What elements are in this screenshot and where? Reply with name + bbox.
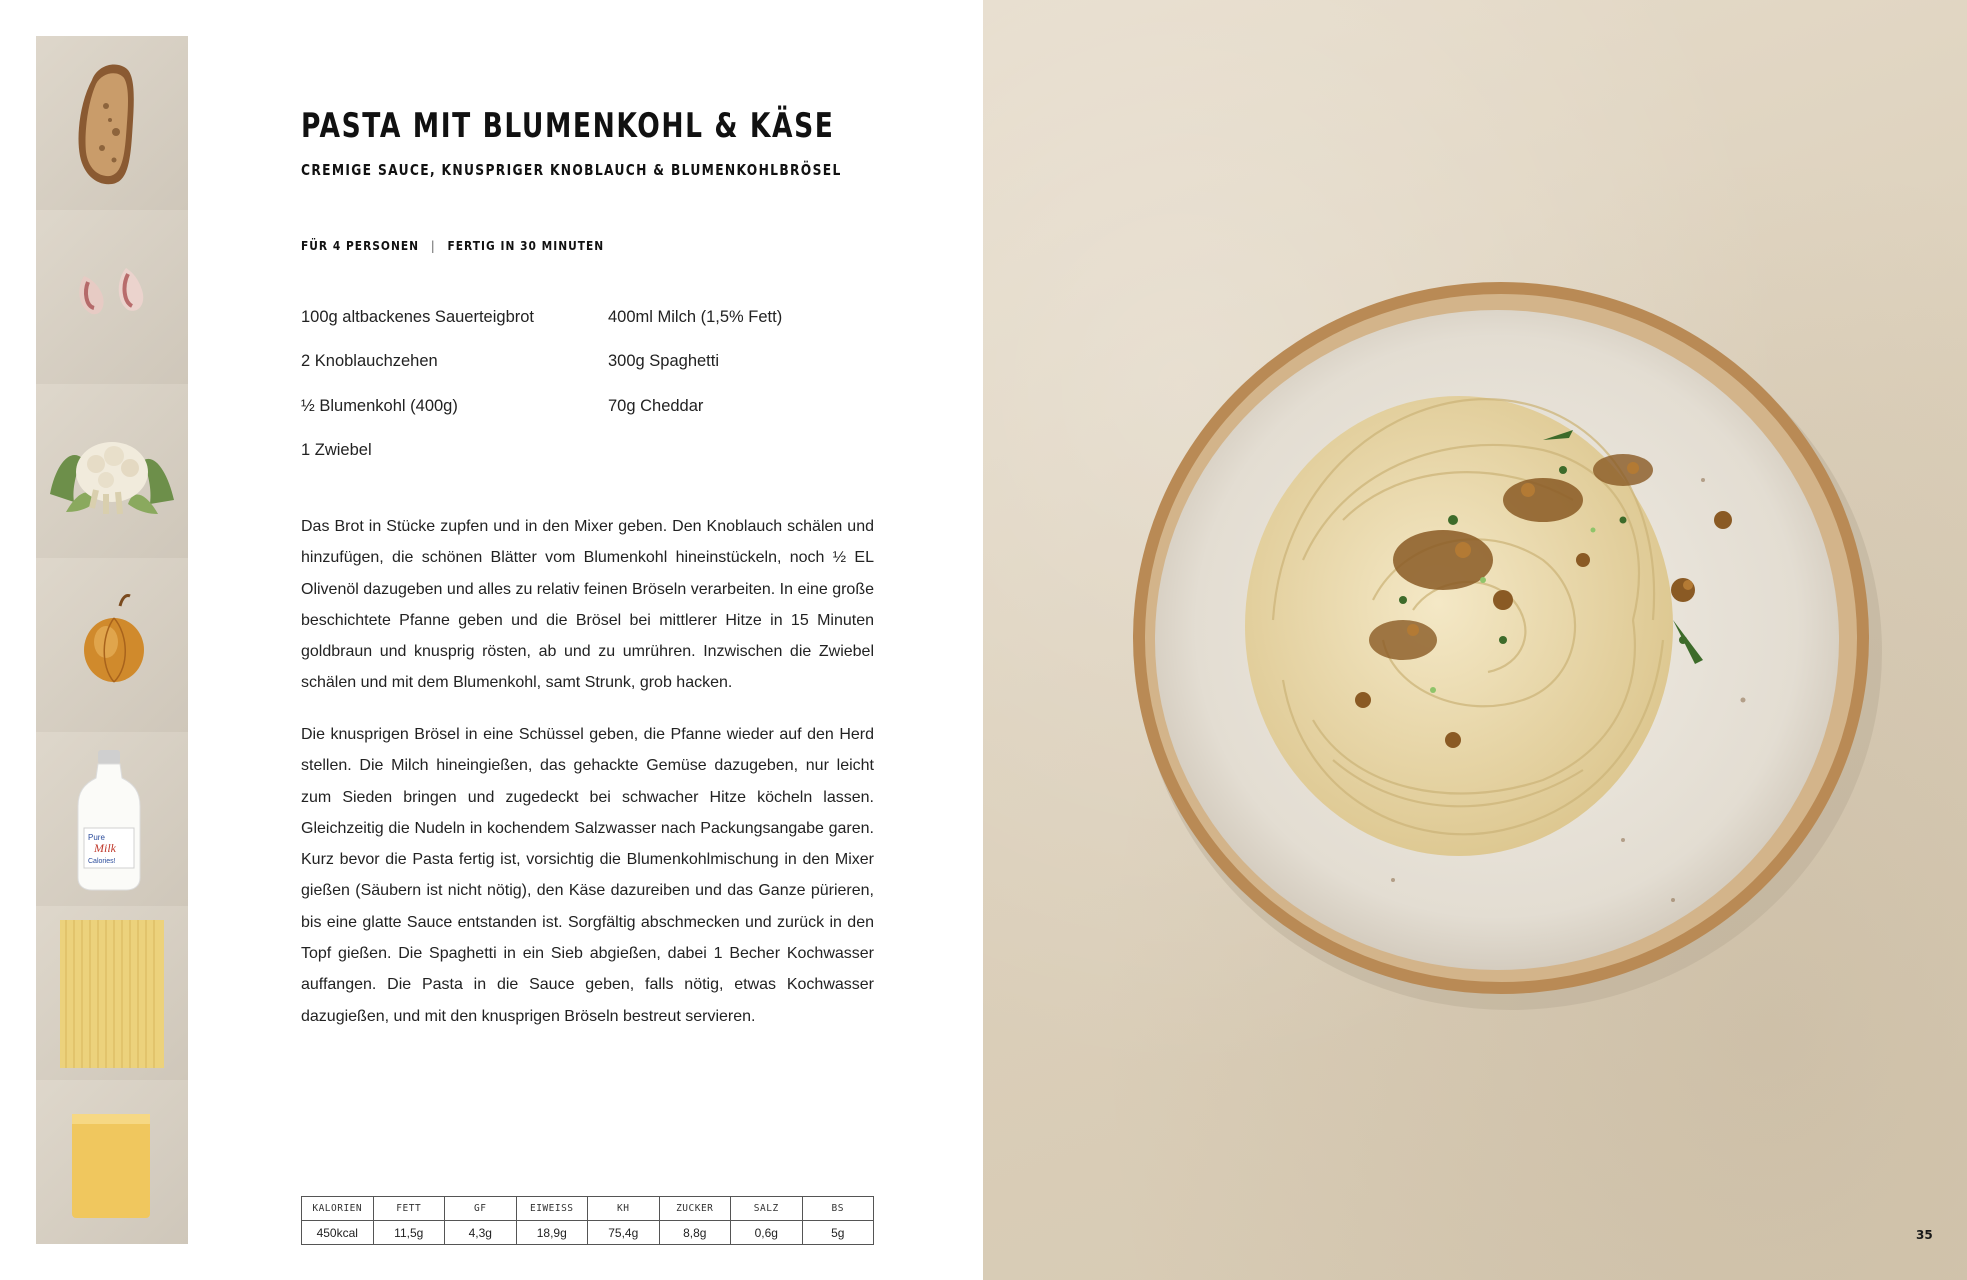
- milk-label-line-2: Milk: [94, 841, 116, 855]
- milk-label-line-1: Pure: [88, 833, 105, 842]
- meta-separator: |: [430, 238, 436, 253]
- milk-bottle-image: [36, 732, 188, 906]
- ingredient-item: 300g Spaghetti: [608, 352, 720, 370]
- nutrition-value-cell: 75,4g: [588, 1221, 660, 1245]
- recipe-title: PASTA MIT BLUMENKOHL & KÄSE: [301, 106, 835, 146]
- ingredient-item: 2 Knoblauchzehen: [301, 352, 438, 370]
- method-paragraph-2: Die knusprigen Brösel in eine Schüssel geben, die Pfanne wieder auf den Herd stellen. Die Milch hineingießen, das gehackte Gemüse dazugeben, nur leicht zum Sieden bringen und zugedeckt bei schwacher Hitze köcheln lassen. Gleichzeitig die Nudeln in kochendem Salzwasser nach Packungsangabe garen. Kurz bevor die Pasta fertig ist, vorsichtig die Blumenkohlmischung in den Mixer gießen (Säubern ist nicht nötig), den Käse dazureiben und das Ganze pürieren, bis eine glatte Sauce entstanden ist. Sorgfältig abschmecken und zurück in den Topf gießen. Die Spaghetti in ein Sieb abgießen, dabei 1 Becher Kochwasser auffangen. Die Pasta in die Sauce geben, falls nötig, etwas Kochwasser dazugießen, und mit den knusprigen Bröseln bestreut servieren.: [301, 726, 874, 1025]
- ingredient-strip: [36, 36, 188, 1244]
- nutrition-table: [301, 1196, 874, 1245]
- nutrition-header-cell: EIWEISS: [516, 1197, 588, 1221]
- servings-label: FÜR 4 PERSONEN: [301, 238, 420, 253]
- nutrition-value-row: [302, 1221, 874, 1245]
- page-number: 35: [1916, 1228, 1933, 1242]
- onion-image: [36, 558, 188, 732]
- garlic-cloves-image: [36, 210, 188, 384]
- cheddar-block-image: [36, 1080, 188, 1244]
- ingredient-item: 100g altbackenes Sauerteigbrot: [301, 308, 534, 326]
- left-page: [0, 0, 983, 1280]
- nutrition-header-cell: ZUCKER: [659, 1197, 731, 1221]
- recipe-subtitle: CREMIGE SAUCE, KNUSPRIGER KNOBLAUCH & BLUMENKOHLBRÖSEL: [301, 161, 842, 179]
- nutrition-value-cell: 11,5g: [373, 1221, 445, 1245]
- nutrition-header-cell: GF: [445, 1197, 517, 1221]
- time-label: FERTIG IN 30 MINUTEN: [447, 238, 605, 253]
- ingredient-item: 400ml Milch (1,5% Fett): [608, 308, 783, 326]
- nutrition-value-cell: 0,6g: [731, 1221, 803, 1245]
- method-paragraph-1: Das Brot in Stücke zupfen und in den Mixer geben. Den Knoblauch schälen und hinzufügen, die schönen Blätter vom Blumenkohl hineinstückeln, noch ½ EL Olivenöl dazugeben und alles zu relativ feinen Bröseln verarbeiten. In eine große beschichtete Pfanne geben und die Brösel bei mittlerer Hitze in 15 Minuten goldbraun und knusprig rösten, ab und zu umrühren. Inzwischen die Zwiebel schälen und mit dem Blumenkohl, samt Strunk, grob hacken.: [301, 518, 874, 692]
- nutrition-value-cell: 18,9g: [516, 1221, 588, 1245]
- nutrition-header-cell: BS: [802, 1197, 874, 1221]
- pasta-plate-image: [983, 0, 1967, 1280]
- nutrition-header-row: [302, 1197, 874, 1221]
- nutrition-header-cell: SALZ: [731, 1197, 803, 1221]
- bread-slice-image: [36, 36, 188, 210]
- nutrition-value-cell: 8,8g: [659, 1221, 731, 1245]
- nutrition-header-cell: KALORIEN: [302, 1197, 374, 1221]
- spaghetti-bundle-image: [36, 906, 188, 1080]
- nutrition-header-cell: KH: [588, 1197, 660, 1221]
- nutrition-value-cell: 5g: [802, 1221, 874, 1245]
- ingredient-item: 1 Zwiebel: [301, 441, 372, 459]
- ingredient-item: ½ Blumenkohl (400g): [301, 397, 458, 415]
- nutrition-header-cell: FETT: [373, 1197, 445, 1221]
- recipe-meta: [301, 238, 604, 253]
- cauliflower-half-image: [36, 384, 188, 558]
- ingredient-item: 70g Cheddar: [608, 397, 704, 415]
- nutrition-value-cell: 4,3g: [445, 1221, 517, 1245]
- milk-label-line-3: Calories!: [88, 858, 116, 865]
- nutrition-value-cell: 450kcal: [302, 1221, 374, 1245]
- dish-photo: [983, 0, 1967, 1280]
